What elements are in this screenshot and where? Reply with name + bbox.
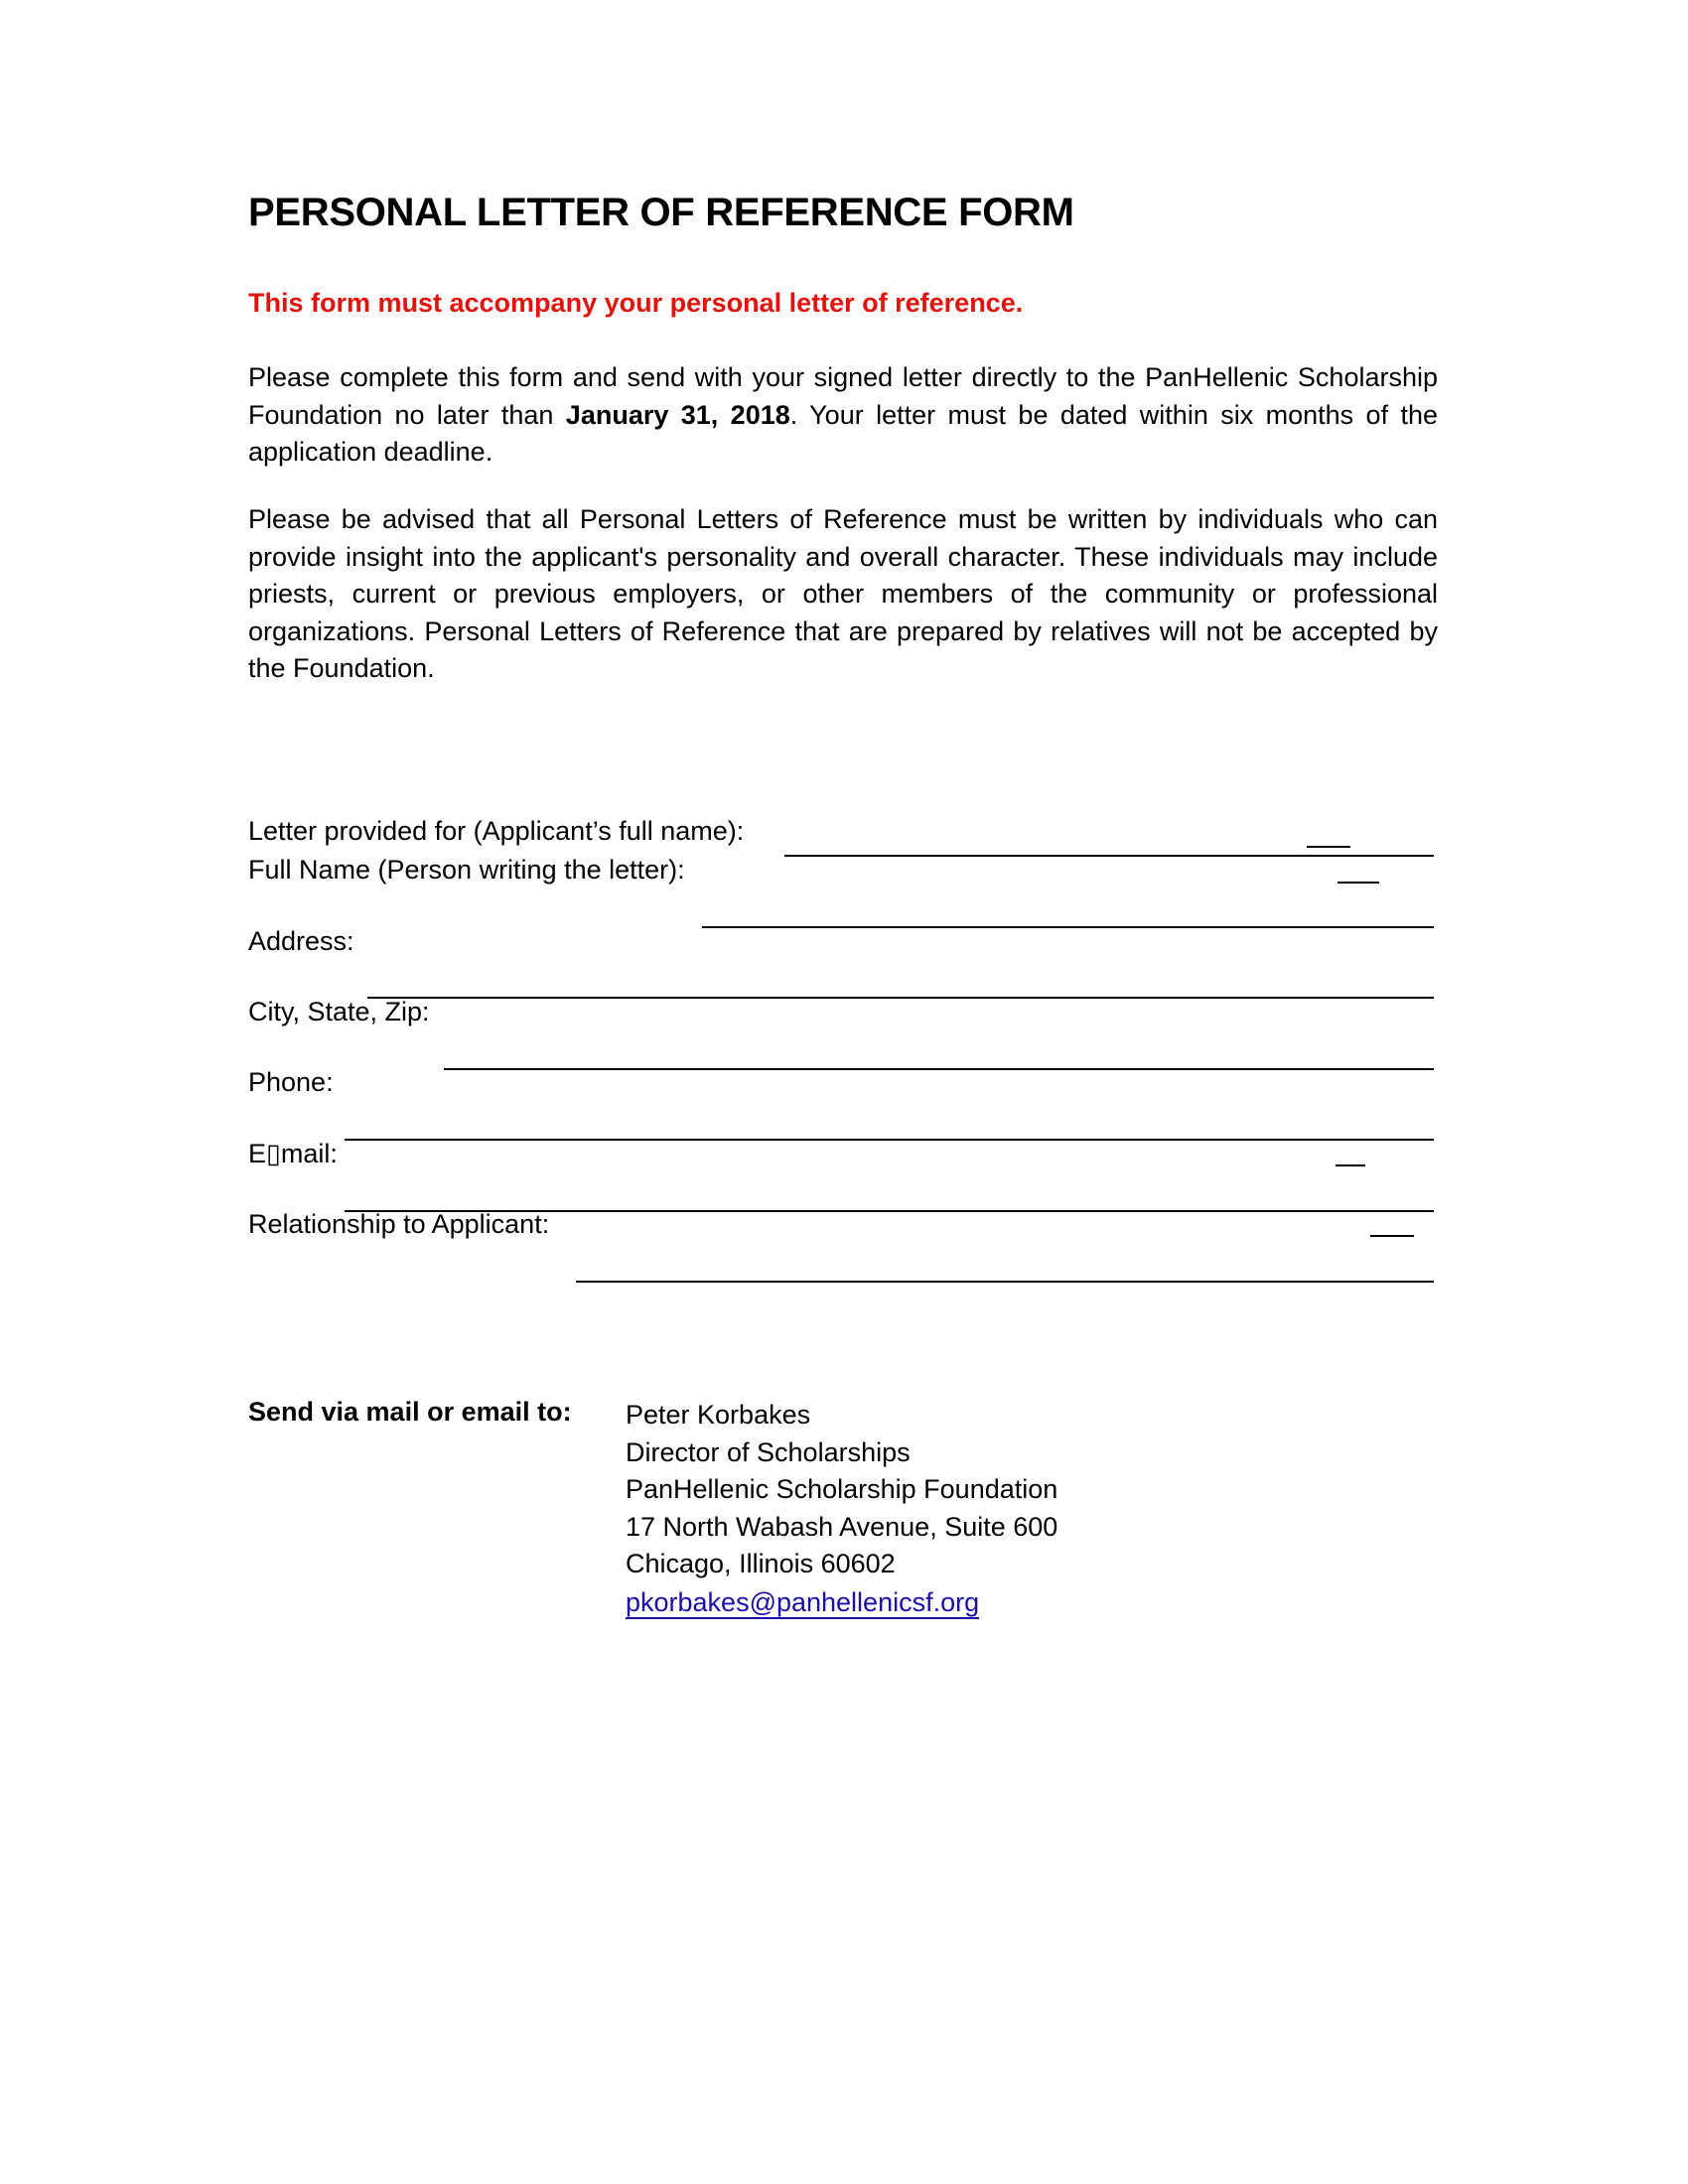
send-to-label: Send via mail or email to: — [248, 1397, 572, 1427]
mailing-address — [626, 1397, 1057, 1622]
relationship-label: Relationship to Applicant: — [248, 1209, 550, 1239]
contact-email-link[interactable]: pkorbakes@panhellenicsf.org — [626, 1586, 980, 1617]
relationship-field[interactable] — [576, 1281, 1434, 1283]
applicant-name-field[interactable] — [784, 855, 1434, 857]
writer-name-short-underline — [1337, 882, 1379, 884]
deadline-date: January 31, 2018 — [565, 399, 790, 430]
applicant-name-label: Letter provided for (Applicant’s full name): — [248, 816, 745, 846]
address-field[interactable] — [367, 997, 1434, 999]
address-label: Address: — [248, 926, 354, 956]
contact-street: 17 North Wabash Avenue, Suite 600 — [626, 1511, 1058, 1542]
instructions-text-before: Please complete this form and send with your signed letter directly to the PanHellenic Scholarship Foundation no later than — [248, 362, 1438, 430]
contact-role: Director of Scholarships — [626, 1436, 911, 1467]
contact-organization: PanHellenic Scholarship Foundation — [626, 1474, 1058, 1505]
advisory-paragraph: Please be advised that all Personal Letters of Reference must be written by individuals who can provide insight into the applicant's personality and overall character. These individuals may include priests, current or previous employers, or other members of the community or professional organizations. Personal Letters of Reference that are prepared by relatives will not be accepted by the Foundation. — [248, 504, 1438, 683]
instructions-paragraph — [248, 359, 1438, 472]
contact-city: Chicago, Illinois 60602 — [626, 1549, 896, 1579]
email-label: E▯mail: — [248, 1139, 338, 1168]
applicant-name-short-underline — [1307, 846, 1350, 848]
relationship-short-underline — [1370, 1235, 1414, 1237]
city-state-zip-label: City, State, Zip: — [248, 997, 430, 1026]
phone-label: Phone: — [248, 1067, 334, 1097]
email-short-underline — [1336, 1164, 1365, 1166]
city-state-zip-field[interactable] — [444, 1068, 1434, 1070]
accompany-notice: This form must accompany your personal letter of reference. — [248, 288, 1024, 318]
phone-field[interactable] — [345, 1139, 1434, 1141]
page-title: PERSONAL LETTER OF REFERENCE FORM — [248, 191, 1074, 234]
writer-name-label: Full Name (Person writing the letter): — [248, 855, 685, 885]
contact-name: Peter Korbakes — [626, 1400, 811, 1430]
instructions-text-after: . Your letter must be dated within six months of the application deadline. — [248, 399, 1438, 467]
writer-name-field[interactable] — [702, 926, 1434, 928]
